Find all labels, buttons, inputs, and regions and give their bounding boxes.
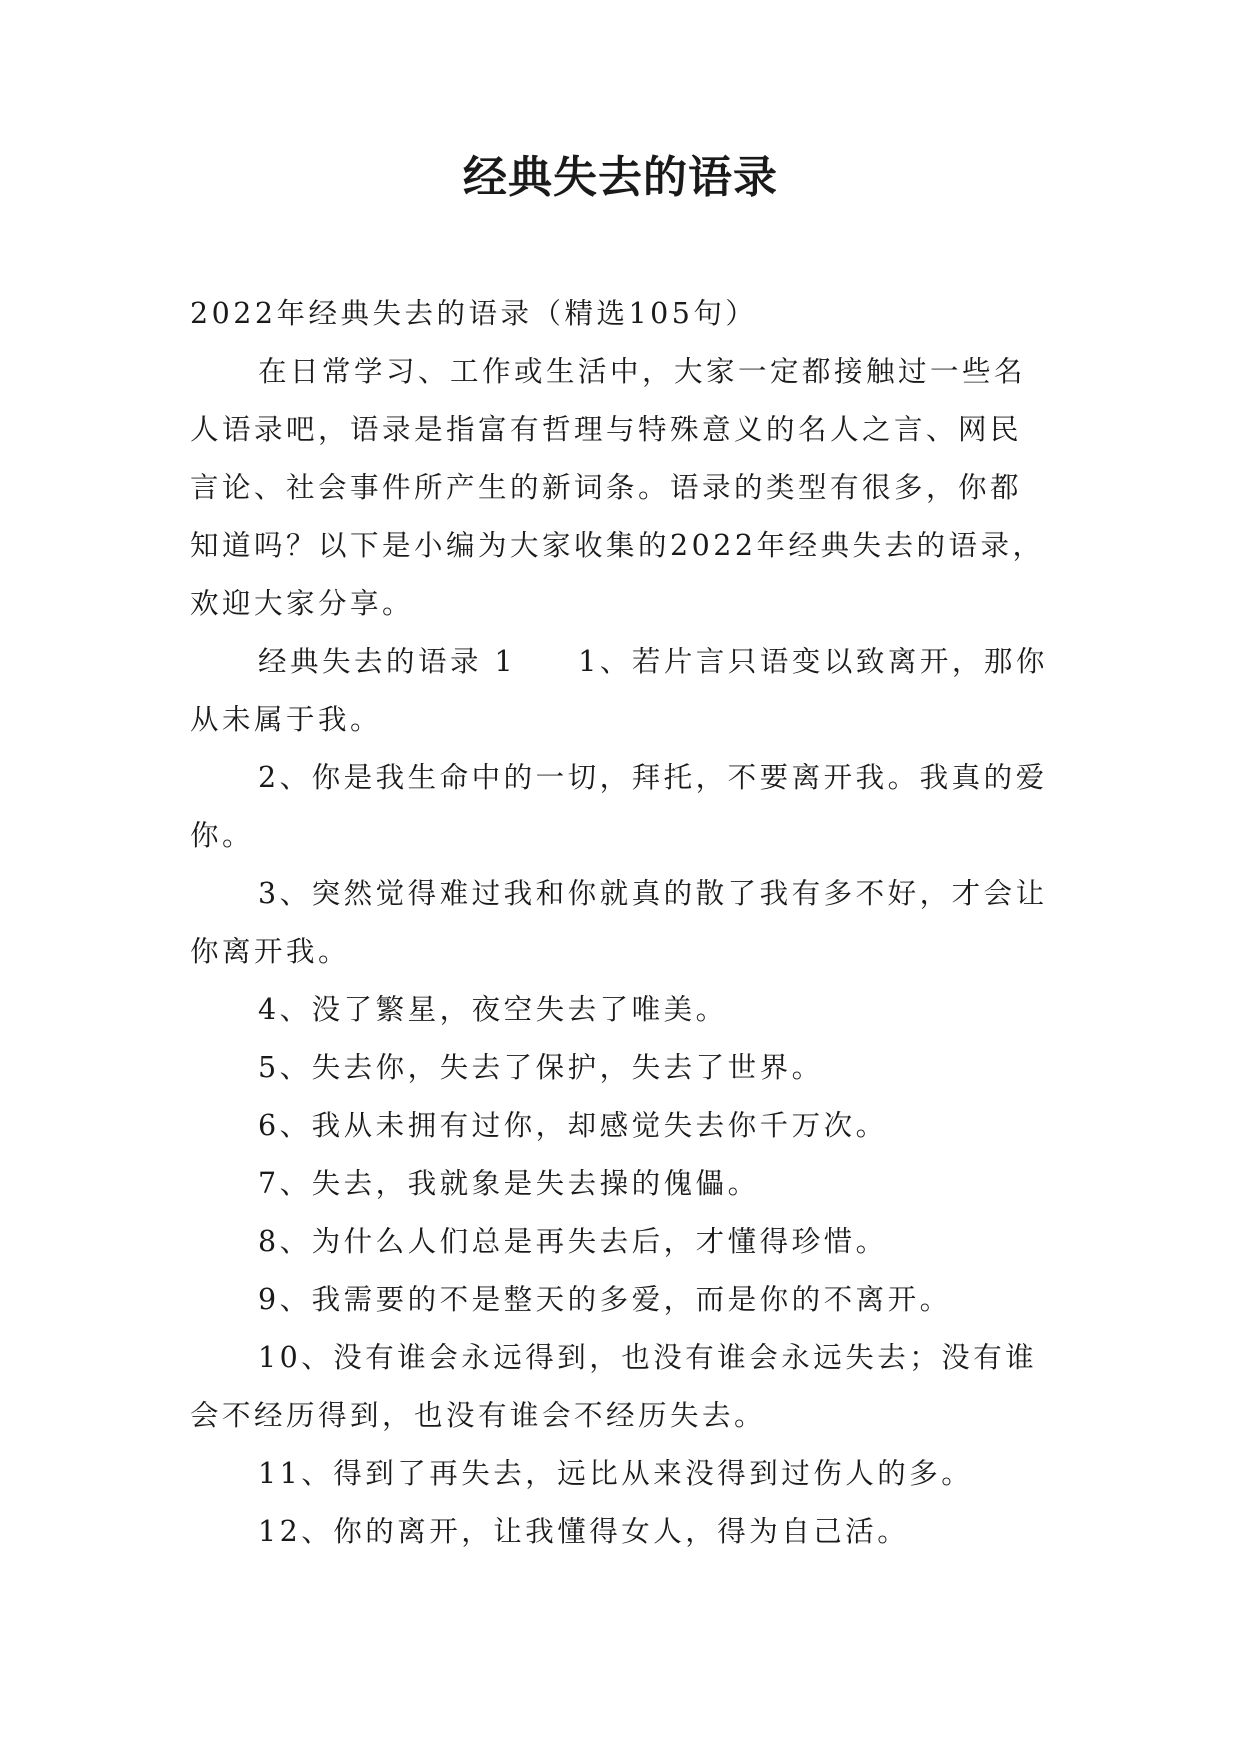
intro-paragraph: 在日常学习、工作或生活中，大家一定都接触过一些名人语录吧，语录是指富有哲理与特殊意义的名人之言、网民言论、社会事件所产生的新词条。语录的类型有很多，你都知道吗？以下是小编为大家收集的2022年经典失去的语录，欢迎大家分享。: [190, 355, 1045, 620]
quote-paragraph: [190, 633, 1052, 749]
quote-item: 10、没有谁会永远得到，也没有谁会永远失去；没有谁会不经历得到，也没有谁会不经历失去。: [190, 1341, 1038, 1432]
document-subtitle: 2022年经典失去的语录（精选105句）: [190, 297, 758, 330]
document-body: [190, 285, 1052, 1561]
quote-item: 9、我需要的不是整天的多爱，而是你的不离开。: [258, 1283, 952, 1316]
quote-item: 1、若片言只语变以致离开，那你从未属于我。: [190, 645, 1048, 736]
quote-item: 8、为什么人们总是再失去后，才懂得珍惜。: [258, 1225, 888, 1258]
quote-item: 7、失去，我就象是失去操的傀儡。: [258, 1167, 760, 1200]
quote-item: 4、没了繁星，夜空失去了唯美。: [258, 993, 728, 1026]
quote-item: 5、失去你，失去了保护，失去了世界。: [258, 1051, 824, 1084]
section-heading: 经典失去的语录 1: [258, 645, 517, 678]
quote-item: 2、你是我生命中的一切，拜托，不要离开我。我真的爱你。: [190, 761, 1048, 852]
quote-item: 11、得到了再失去，远比从来没得到过伤人的多。: [258, 1457, 974, 1490]
quote-item: 12、你的离开，让我懂得女人，得为自己活。: [258, 1515, 910, 1548]
document-title: 经典失去的语录: [463, 152, 778, 203]
quote-item: 3、突然觉得难过我和你就真的散了我有多不好，才会让你离开我。: [190, 877, 1048, 968]
quote-item: 6、我从未拥有过你，却感觉失去你千万次。: [258, 1109, 888, 1142]
